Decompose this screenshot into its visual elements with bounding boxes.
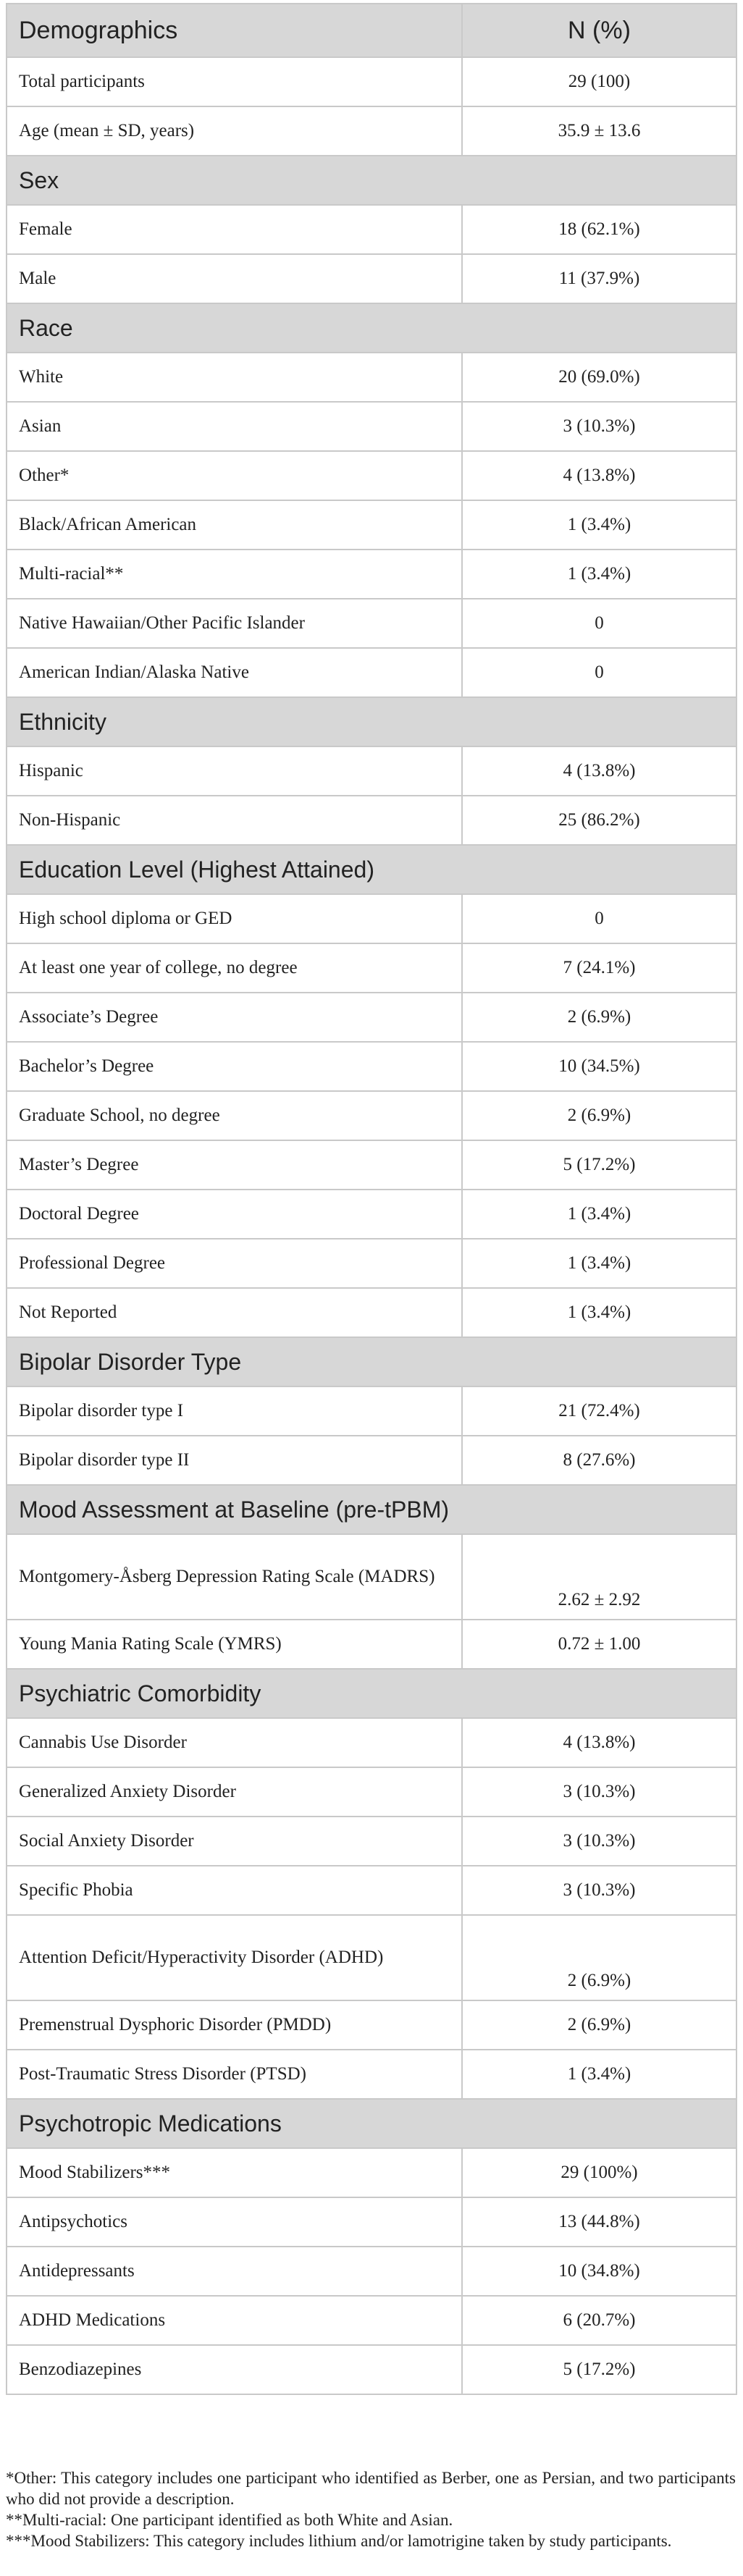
row-value: 4 (13.8%) — [462, 451, 736, 500]
section-header-row — [7, 697, 736, 746]
table-row — [7, 943, 736, 993]
row-value: 0.72 ± 1.00 — [462, 1620, 736, 1669]
table-row — [7, 2197, 736, 2247]
footnotes — [6, 2467, 736, 2551]
table-row — [7, 1091, 736, 1140]
table-row — [7, 1190, 736, 1239]
row-value: 7 (24.1%) — [462, 943, 736, 993]
row-label: Montgomery-Åsberg Depression Rating Scale (MADRS) — [7, 1534, 462, 1620]
row-label: Mood Stabilizers*** — [7, 2148, 462, 2197]
section-header-row — [7, 1485, 736, 1534]
table-row — [7, 1042, 736, 1091]
table-row — [7, 2000, 736, 2050]
footnote-mood-stabilizers: ***Mood Stabilizers: This category includes lithium and/or lamotrigine taken by study participants. — [6, 2532, 672, 2550]
table-row — [7, 599, 736, 648]
row-label: Bachelor’s Degree — [7, 1042, 462, 1091]
table-row — [7, 550, 736, 599]
row-label: Attention Deficit/Hyperactivity Disorder (ADHD) — [7, 1915, 462, 2000]
row-label: Premenstrual Dysphoric Disorder (PMDD) — [7, 2000, 462, 2050]
row-value: 2 (6.9%) — [462, 2000, 736, 2050]
row-label: Post-Traumatic Stress Disorder (PTSD) — [7, 2050, 462, 2099]
row-label: Bipolar disorder type II — [7, 1436, 462, 1485]
row-value: 1 (3.4%) — [462, 1239, 736, 1288]
row-value: 3 (10.3%) — [462, 1767, 736, 1817]
table-row — [7, 2296, 736, 2345]
row-label: Male — [7, 254, 462, 303]
row-value: 1 (3.4%) — [462, 1288, 736, 1337]
table-row — [7, 106, 736, 156]
row-value: 11 (37.9%) — [462, 254, 736, 303]
row-label: High school diploma or GED — [7, 894, 462, 943]
row-value: 20 (69.0%) — [462, 353, 736, 402]
row-label: At least one year of college, no degree — [7, 943, 462, 993]
row-label: American Indian/Alaska Native — [7, 648, 462, 697]
table-body — [7, 57, 736, 2394]
footnote-other: *Other: This category includes one participant who identified as Berber, one as Persian, and two participants who did not provide a description. — [6, 2469, 736, 2508]
row-value: 2 (6.9%) — [462, 1915, 736, 2000]
table-row — [7, 1386, 736, 1436]
row-label: Female — [7, 205, 462, 254]
table-row — [7, 894, 736, 943]
row-value: 0 — [462, 648, 736, 697]
row-value: 10 (34.5%) — [462, 1042, 736, 1091]
row-label: Antidepressants — [7, 2247, 462, 2296]
row-value: 1 (3.4%) — [462, 1190, 736, 1239]
table-row — [7, 402, 736, 451]
row-label: Professional Degree — [7, 1239, 462, 1288]
row-label: Other* — [7, 451, 462, 500]
section-title: Mood Assessment at Baseline (pre-tPBM) — [7, 1485, 736, 1534]
row-value: 3 (10.3%) — [462, 402, 736, 451]
row-label: White — [7, 353, 462, 402]
row-value: 3 (10.3%) — [462, 1866, 736, 1915]
header-n-percent: N (%) — [462, 4, 736, 57]
row-label: Non-Hispanic — [7, 796, 462, 845]
header-demographics: Demographics — [7, 4, 462, 57]
row-label: Specific Phobia — [7, 1866, 462, 1915]
row-label: Total participants — [7, 57, 462, 106]
section-header-row — [7, 845, 736, 894]
row-value: 2 (6.9%) — [462, 1091, 736, 1140]
row-value: 0 — [462, 894, 736, 943]
section-title: Bipolar Disorder Type — [7, 1337, 736, 1386]
row-label: ADHD Medications — [7, 2296, 462, 2345]
table-row — [7, 2050, 736, 2099]
table-row — [7, 1140, 736, 1190]
row-label: Social Anxiety Disorder — [7, 1817, 462, 1866]
row-value: 29 (100) — [462, 57, 736, 106]
row-value: 0 — [462, 599, 736, 648]
row-label: Young Mania Rating Scale (YMRS) — [7, 1620, 462, 1669]
row-label: Not Reported — [7, 1288, 462, 1337]
row-value: 1 (3.4%) — [462, 2050, 736, 2099]
row-value: 4 (13.8%) — [462, 1718, 736, 1767]
table-row — [7, 205, 736, 254]
row-value: 21 (72.4%) — [462, 1386, 736, 1436]
row-label: Cannabis Use Disorder — [7, 1718, 462, 1767]
row-value: 3 (10.3%) — [462, 1817, 736, 1866]
row-value: 29 (100%) — [462, 2148, 736, 2197]
row-value: 6 (20.7%) — [462, 2296, 736, 2345]
table-row — [7, 1239, 736, 1288]
table-row — [7, 746, 736, 796]
table-row — [7, 451, 736, 500]
section-header-row — [7, 303, 736, 353]
row-value: 18 (62.1%) — [462, 205, 736, 254]
section-title: Ethnicity — [7, 697, 736, 746]
table-row — [7, 1288, 736, 1337]
row-label: Black/African American — [7, 500, 462, 550]
table-row — [7, 2247, 736, 2296]
table-row — [7, 1866, 736, 1915]
row-value: 13 (44.8%) — [462, 2197, 736, 2247]
table-row — [7, 1620, 736, 1669]
section-header-row — [7, 156, 736, 205]
row-label: Multi-racial** — [7, 550, 462, 599]
section-header-row — [7, 1337, 736, 1386]
table-row — [7, 648, 736, 697]
table-row — [7, 500, 736, 550]
section-title: Psychotropic Medications — [7, 2099, 736, 2148]
section-title: Psychiatric Comorbidity — [7, 1669, 736, 1718]
row-label: Age (mean ± SD, years) — [7, 106, 462, 156]
section-title: Race — [7, 303, 736, 353]
table-row — [7, 1915, 736, 2000]
row-value: 10 (34.8%) — [462, 2247, 736, 2296]
demographics-table — [6, 3, 737, 2395]
table-row — [7, 353, 736, 402]
row-label: Benzodiazepines — [7, 2345, 462, 2394]
section-title: Sex — [7, 156, 736, 205]
row-label: Doctoral Degree — [7, 1190, 462, 1239]
table-row — [7, 2148, 736, 2197]
table-row — [7, 796, 736, 845]
row-label: Antipsychotics — [7, 2197, 462, 2247]
table-row — [7, 1436, 736, 1485]
row-value: 5 (17.2%) — [462, 2345, 736, 2394]
row-label: Graduate School, no degree — [7, 1091, 462, 1140]
table-row — [7, 1817, 736, 1866]
row-label: Bipolar disorder type I — [7, 1386, 462, 1436]
row-label: Generalized Anxiety Disorder — [7, 1767, 462, 1817]
table-row — [7, 57, 736, 106]
section-header-row — [7, 1669, 736, 1718]
table-row — [7, 254, 736, 303]
row-value: 4 (13.8%) — [462, 746, 736, 796]
table-row — [7, 1718, 736, 1767]
row-value: 8 (27.6%) — [462, 1436, 736, 1485]
row-value: 25 (86.2%) — [462, 796, 736, 845]
table-header-row — [7, 4, 736, 57]
row-label: Hispanic — [7, 746, 462, 796]
row-label: Master’s Degree — [7, 1140, 462, 1190]
table-row — [7, 1767, 736, 1817]
table-row — [7, 993, 736, 1042]
row-label: Asian — [7, 402, 462, 451]
section-title: Education Level (Highest Attained) — [7, 845, 736, 894]
row-label: Associate’s Degree — [7, 993, 462, 1042]
row-label: Native Hawaiian/Other Pacific Islander — [7, 599, 462, 648]
row-value: 2.62 ± 2.92 — [462, 1534, 736, 1620]
table-row — [7, 1534, 736, 1620]
row-value: 1 (3.4%) — [462, 550, 736, 599]
row-value: 2 (6.9%) — [462, 993, 736, 1042]
footnote-multiracial: **Multi-racial: One participant identified as both White and Asian. — [6, 2511, 453, 2529]
section-header-row — [7, 2099, 736, 2148]
row-value: 5 (17.2%) — [462, 1140, 736, 1190]
row-value: 1 (3.4%) — [462, 500, 736, 550]
row-value: 35.9 ± 13.6 — [462, 106, 736, 156]
table-row — [7, 2345, 736, 2394]
